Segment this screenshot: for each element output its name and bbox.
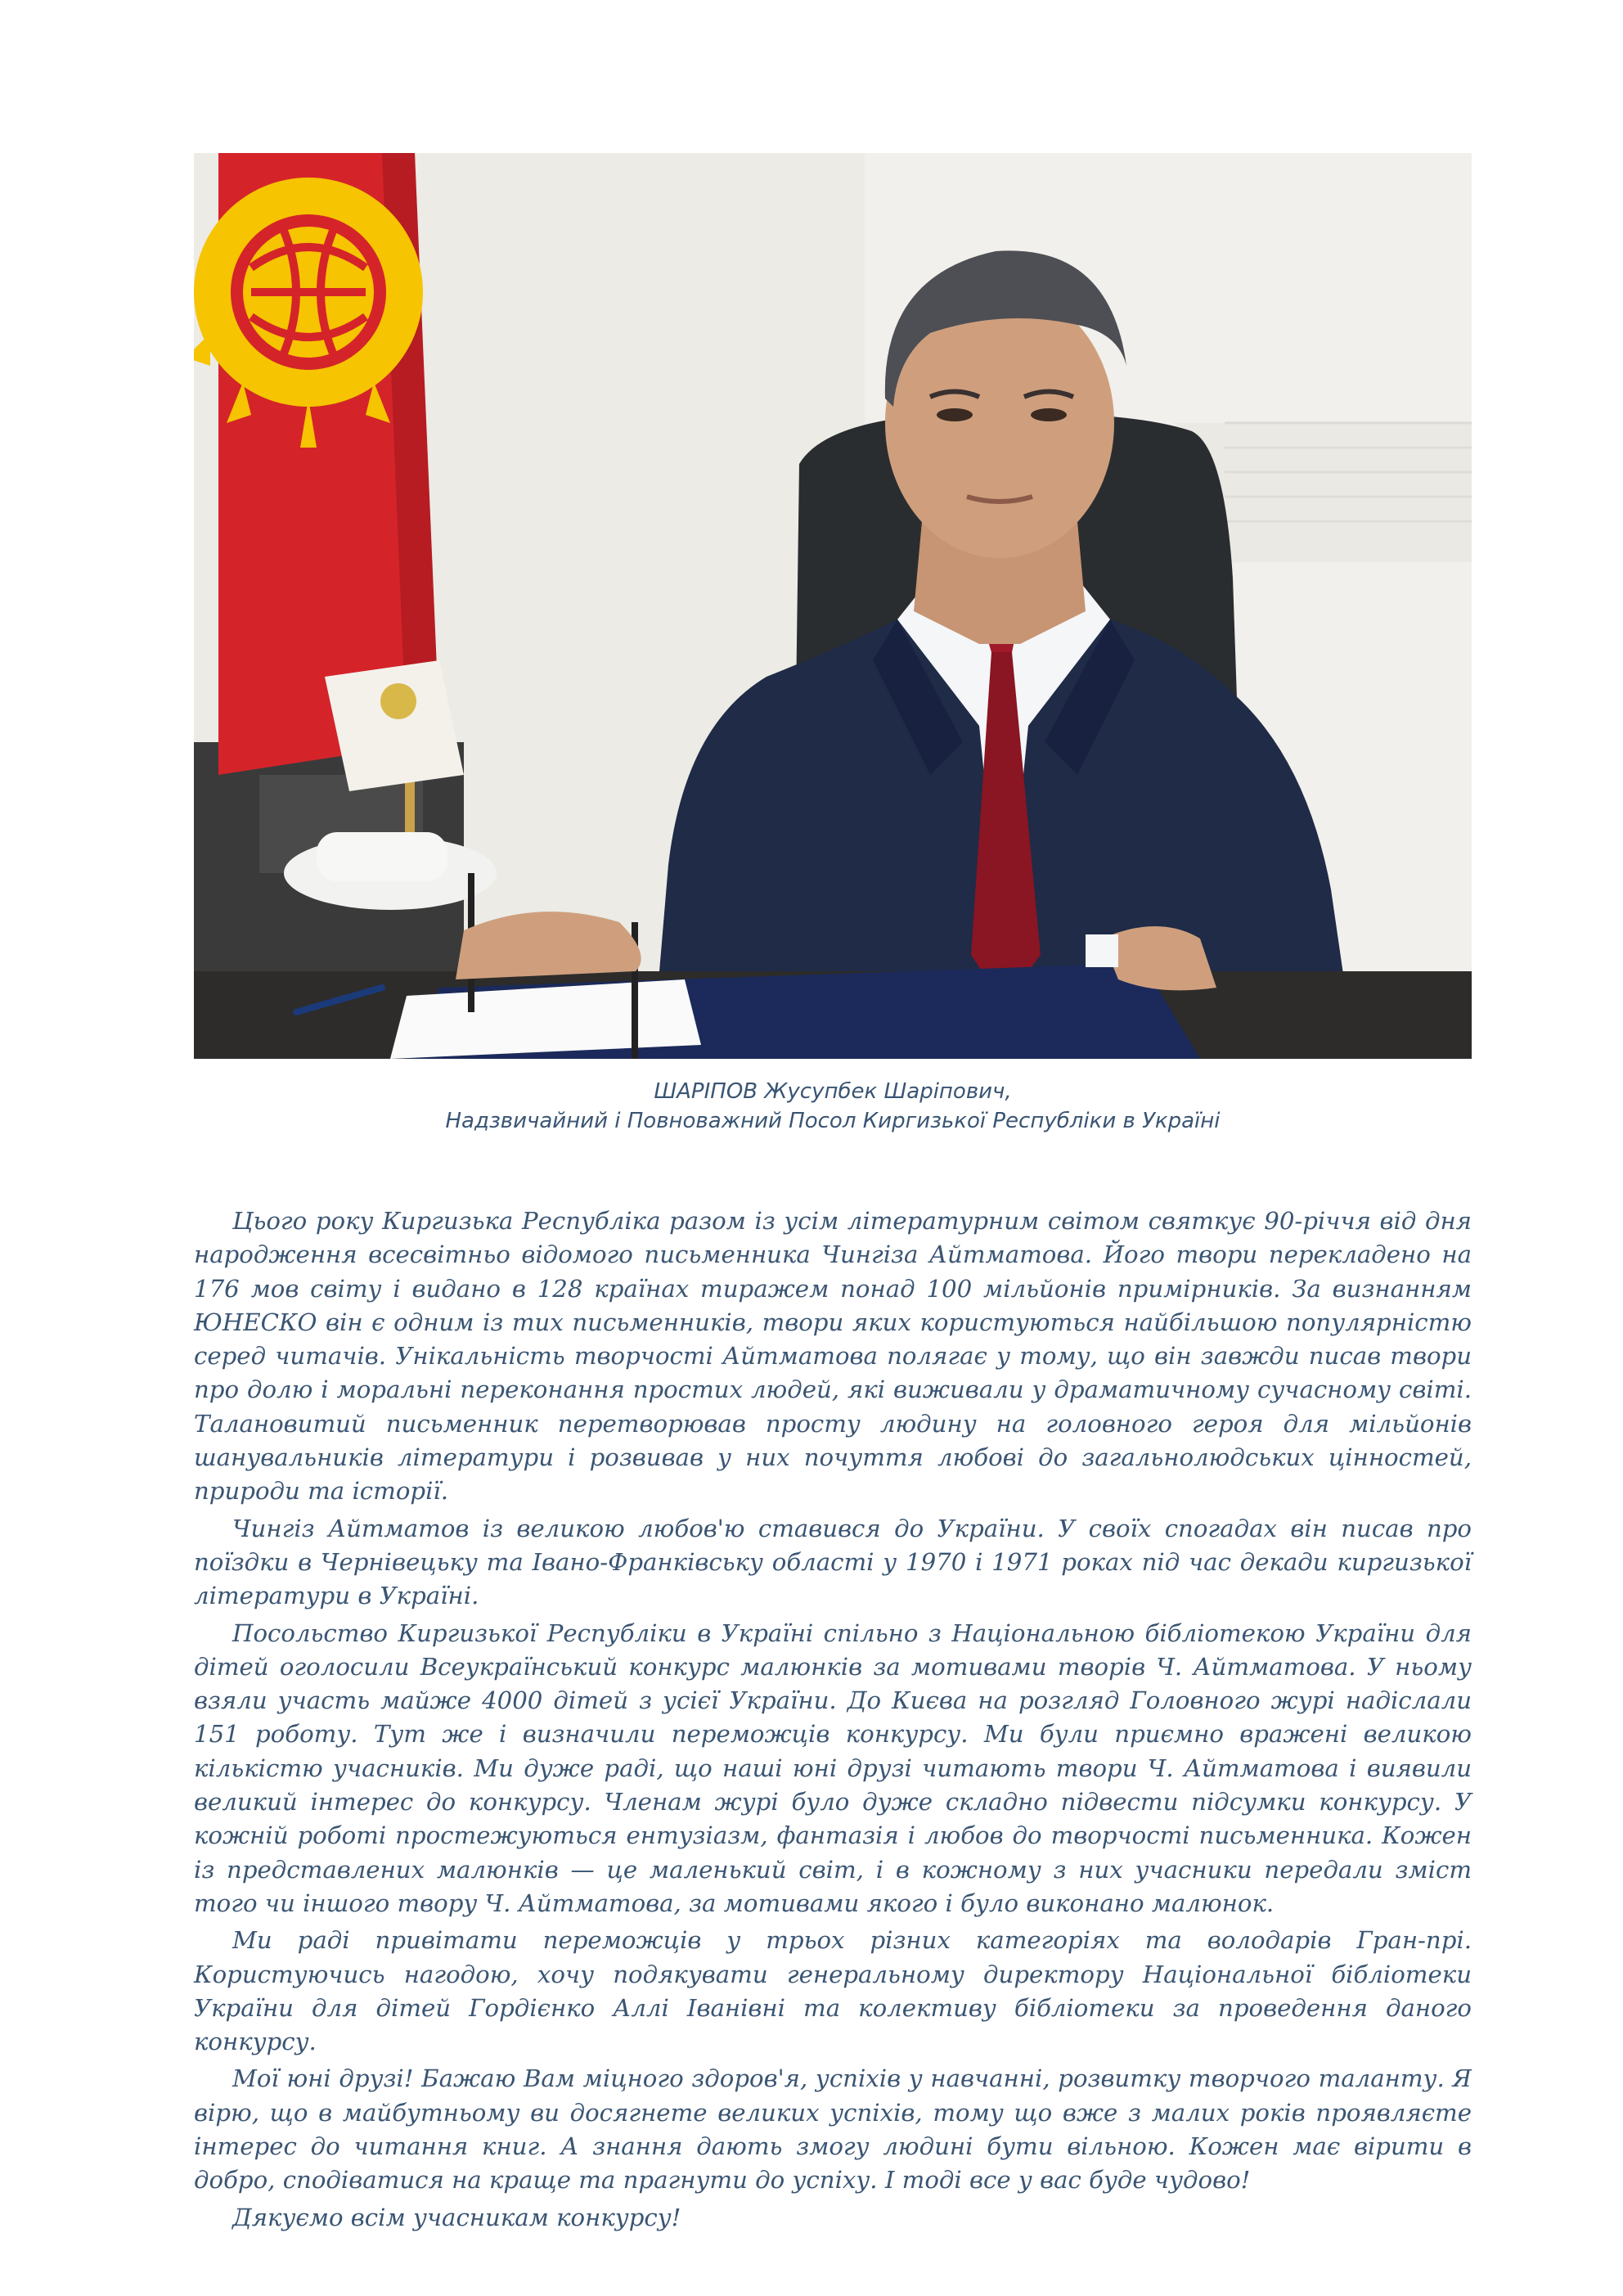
article-body [194,1204,1472,2238]
paragraph-2: Чингіз Айтматов із великою любов'ю ставився до України. У своїх спогадах він писав про поїздки в Чернівецьку та Івано-Франківську області у 1970 і 1971 роках під час декади киргизької літератури в Україні. [194,1514,1472,1610]
caption-title: Надзвичайний і Повноважний Посол Киргизької Республіки в Україні [445,1109,1221,1133]
caption-name: ШАРІПОВ Жусупбек Шаріпович, [654,1079,1012,1104]
paragraph-4: Ми раді привітати переможців у трьох різних категоріях та володарів Гран-прі. Користуючись нагодою, хочу подякувати генеральному директору Національної бібліотеки України для дітей Гордієнко Аллі Іванівні та колективу бібліотеки за проведення даного конкурсу. [194,1926,1472,2056]
paragraph-6: Дякуємо всім учасникам конкурсу! [232,2203,681,2231]
portrait-illustration [194,153,1472,1059]
desk-calendar [325,660,464,791]
paragraph-3: Посольство Киргизької Республіки в Україні спільно з Національною бібліотекою України для дітей оголосили Всеукраїнський конкурс малюнків за мотивами творів Ч. Айтматова. У ньому взяли участь майже 4000 дітей з усієї України. До Києва на розгляд Головного журі надіслали 151 роботу. Тут же і визначили переможців конкурсу. Ми були приємно вражені великою кількістю учасників. Ми дуже раді, що наші юні друзі читають твори Ч. Айтматова і виявили великий інтерес до конкурсу. Членам журі було дуже складно підвести підсумки конкурсу. У кожній роботі простежуються ентузіазм, фантазія і любов до творчості письменника. Кожен із представлених малюнків — це маленький світ, і в кожному з них учасники передали зміст того чи іншого твору Ч. Айтматова, за мотивами якого і було виконано малюнок. [194,1618,1472,1917]
paragraph-5: Мої юні друзі! Бажаю Вам міцного здоров'я, успіхів у навчанні, розвитку творчого таланту. Я вірю, що в майбутньому ви досягнете великих успіхів, тому що вже з малих років проявляєте інтерес до читання книг. А знання дають змогу людині бути вільною. Кожен має вірити в добро, сподіватися на краще та прагнути до успіху. І тоді все у вас буде чудово! [194,2064,1472,2195]
portrait-photo [194,153,1472,1059]
paragraph-1: Цього року Киргизька Республіка разом із усім літературним світом святкує 90-річчя від дня народження всесвітньо відомого письменника Чингіза Айтматова. Його твори перекладено на 176 мов світу і видано в 128 країнах тиражем понад 100 мільйонів примірників. За визнанням ЮНЕСКО він є одним із тих письменників, твори яких користуються найбільшою популярністю серед читачів. Унікальність творчості Айтматова полягає у тому, що він завжди писав твори про долю і моральні переконання простих людей, які виживали у драматичному сучасному світі. Талановитий письменник перетворював просту людину на головного героя для мільйонів шанувальників літератури і розвивав у них почуття любові до загальнолюдських цінностей, природи та історії. [194,1207,1472,1506]
photo-caption [194,1077,1472,1136]
